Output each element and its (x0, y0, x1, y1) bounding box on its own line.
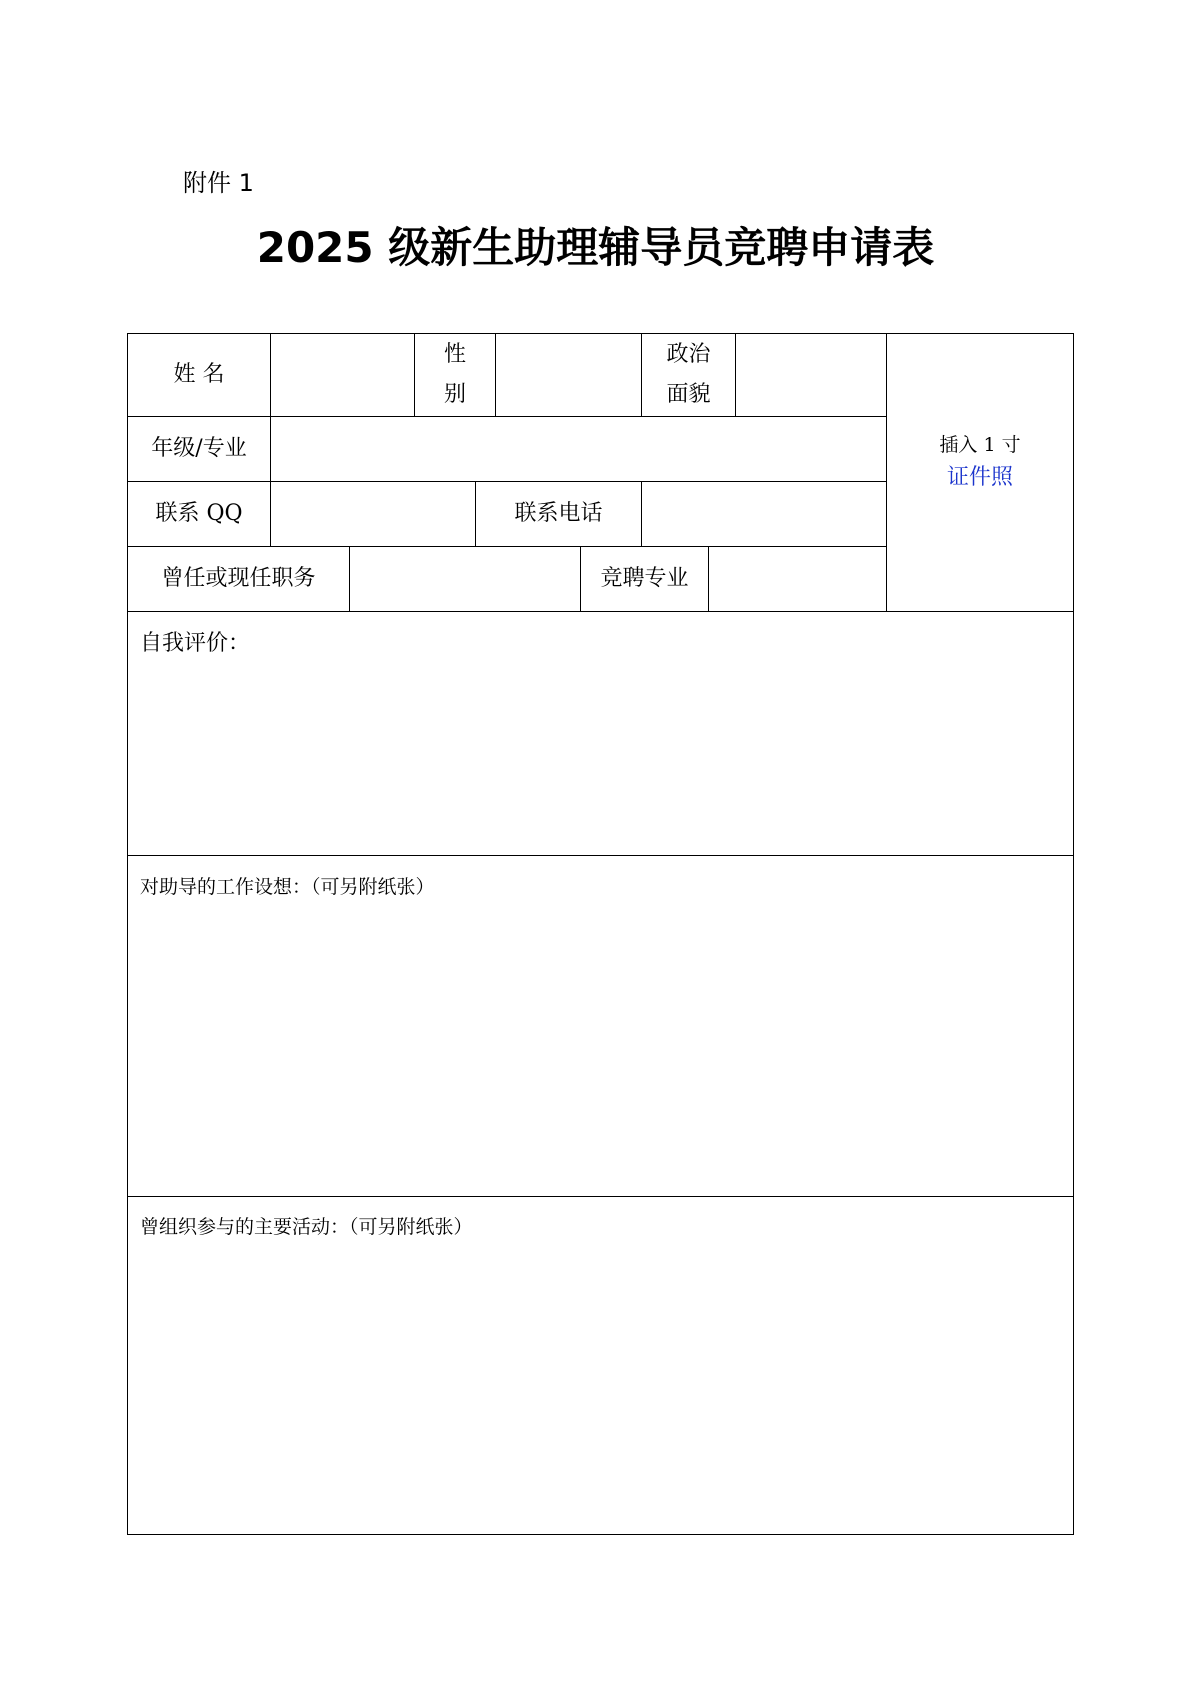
apply-major-input-cell[interactable] (709, 547, 886, 611)
grade-major-input-cell[interactable] (271, 417, 886, 481)
photo-hint-line-1: 插入 1 寸 (939, 433, 1021, 456)
position-input-cell[interactable] (350, 547, 580, 611)
gender-input-cell[interactable] (496, 334, 641, 416)
photo-placeholder[interactable] (887, 334, 1073, 611)
political-label-line-2: 面貌 (666, 382, 711, 407)
phone-input-cell[interactable] (642, 482, 886, 546)
attachment-label: 附件 1 (183, 169, 254, 197)
work-plan-area[interactable] (128, 904, 1073, 1195)
photo-hint-line-2: 证件照 (946, 465, 1013, 491)
self-evaluation-label: 自我评价： (140, 631, 251, 656)
row-divider (128, 1196, 1073, 1197)
apply-major-label: 竞聘专业 (600, 566, 689, 592)
political-status-input-cell[interactable] (736, 334, 886, 416)
activities-area[interactable] (128, 1244, 1073, 1534)
qq-input-cell[interactable] (271, 482, 475, 546)
gender-label-line-2: 别 (443, 382, 466, 407)
political-status-label (642, 334, 735, 416)
self-evaluation-area[interactable] (128, 659, 1073, 854)
name-label: 姓 名 (173, 362, 225, 388)
work-plan-label: 对助导的工作设想：（可另附纸张） (140, 876, 435, 898)
activities-label: 曾组织参与的主要活动：（可另附纸张） (140, 1216, 473, 1238)
name-input-cell[interactable] (271, 334, 414, 416)
page-title: 2025 级新生助理辅导员竞聘申请表 (256, 223, 935, 272)
row-divider (128, 855, 1073, 856)
grade-major-label: 年级/专业 (151, 436, 247, 462)
political-label-line-1: 政治 (666, 342, 711, 368)
application-form (127, 333, 1074, 1535)
gender-label (415, 334, 495, 416)
qq-label: 联系 QQ (155, 501, 243, 527)
position-label: 曾任或现任职务 (161, 566, 316, 592)
phone-label: 联系电话 (514, 501, 603, 527)
row-divider (128, 611, 1073, 612)
gender-label-line-1: 性 (443, 342, 466, 368)
